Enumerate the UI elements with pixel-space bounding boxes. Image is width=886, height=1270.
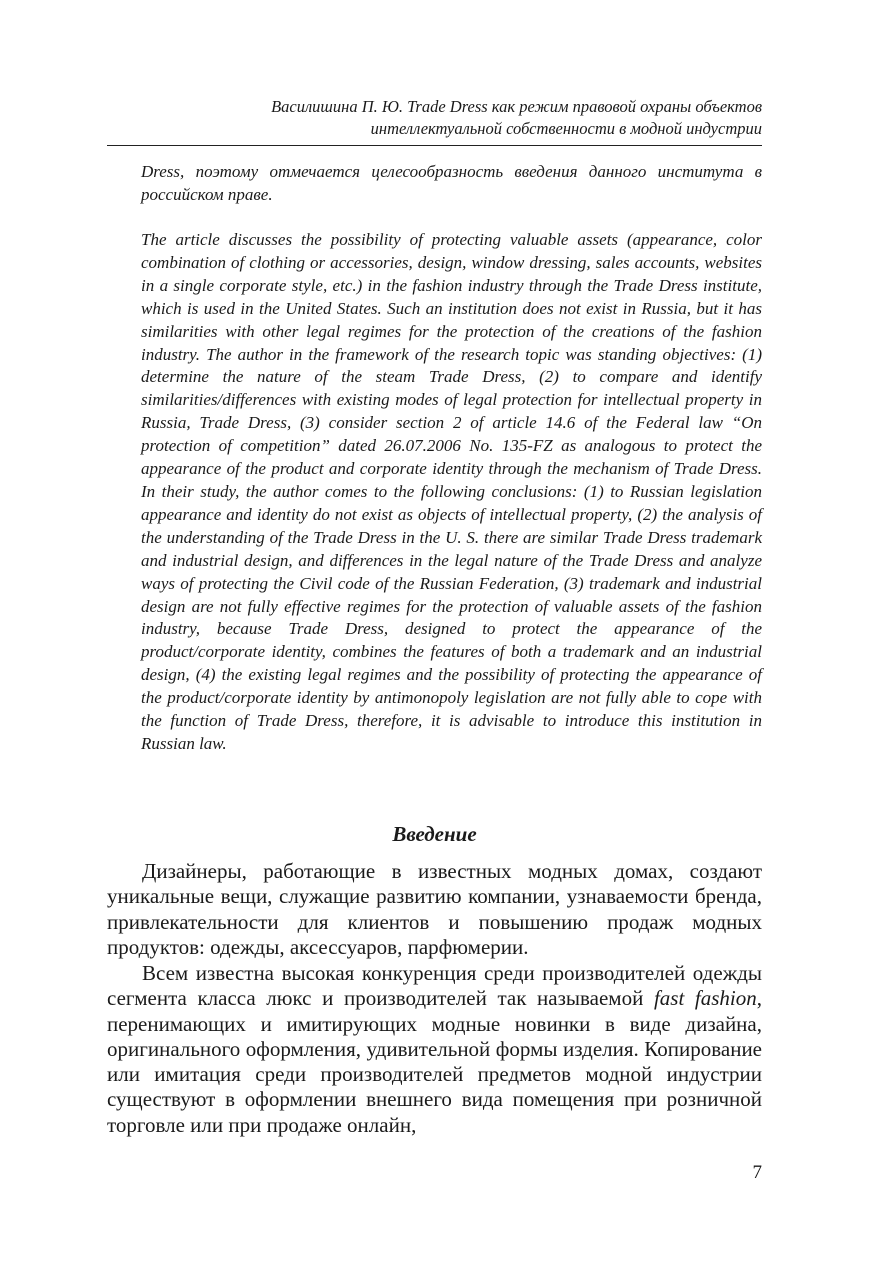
running-header-line-2: интеллектуальной собственности в модной индустрии xyxy=(370,119,762,138)
body-paragraph-2-end: , перенимающих и имитирующих модные новинки в виде дизайна, оригинального оформления, удивительной формы изделия. Копирование или имитация среди производителей предметов модной индустрии существуют в оформлении внешнего вида помещения при розничной торговле или при продаже онлайн, xyxy=(107,986,763,1137)
running-header xyxy=(107,96,762,140)
body-paragraph-2-start: Всем известна высокая конкуренция среди производителей одежды сегмента класса люкс и производителей так называемой xyxy=(107,961,762,1011)
section-heading-introduction: Введение xyxy=(392,822,477,846)
body-paragraph-1: Дизайнеры, работающие в известных модных домах, создают уникальные вещи, служащие развитию компании, узнаваемости бренда, привлекательности для клиентов и повышению продаж модных продуктов: одежды, аксессуаров, парфюмерии. xyxy=(107,859,762,959)
abstract-english: The article discusses the possibility of protecting valuable assets (appearance, color combination of clothing or accessories, design, window dressing, sales accounts, websites in a single corporate style, etc.) in the fashion industry through the Trade Dress institute, which is used in the United States. Such an institution does not exist in Russia, but it has similarities with other legal regimes for the protection of the creations of the fashion industry. The author in the framework of the research topic was standing objectives: (1) determine the nature of the steam Trade Dress, (2) to compare and identify similarities/differences with existing modes of legal protection for intellectual property in Russia, Trade Dress, (3) consider section 2 of article 14.6 of the Federal law “On protection of competition” dated 26.07.2006 No. 135-FZ as analogous to protect the appearance of the product and corporate identity through the mechanism of Trade Dress. In their study, the author comes to the following conclusions: (1) to Russian legislation appearance and identity do not exist as objects of intellectual property, (2) the analysis of the understanding of the Trade Dress in the U. S. there are similar Trade Dress trademark and industrial design, and differences in the legal nature of the Trade Dress and analyze ways of protecting the Civil code of the Russian Federation, (3) trademark and industrial design are not fully effective regimes for the protection of valuable assets of the fashion industry, because Trade Dress, designed to protect the appearance of the product/corporate identity, combines the features of both a trademark and an industrial design, (4) the existing legal regimes and the possibility of protecting the appearance of the product/corporate identity by antimonopoly legislation are not fully able to cope with the function of Trade Dress, therefore, it is advisable to introduce this institution in Russian law. xyxy=(141,230,762,753)
running-header-line-1: Василишина П. Ю. Trade Dress как режим правовой охраны объектов xyxy=(271,97,762,116)
abstract-russian-ending: Dress, поэтому отмечается целесообразность введения данного института в российском праве. xyxy=(141,162,762,204)
header-divider xyxy=(107,145,762,146)
body-paragraph-2 xyxy=(107,961,762,1138)
page-number: 7 xyxy=(752,1162,762,1183)
fast-fashion-term: fast fashion xyxy=(653,986,757,1011)
